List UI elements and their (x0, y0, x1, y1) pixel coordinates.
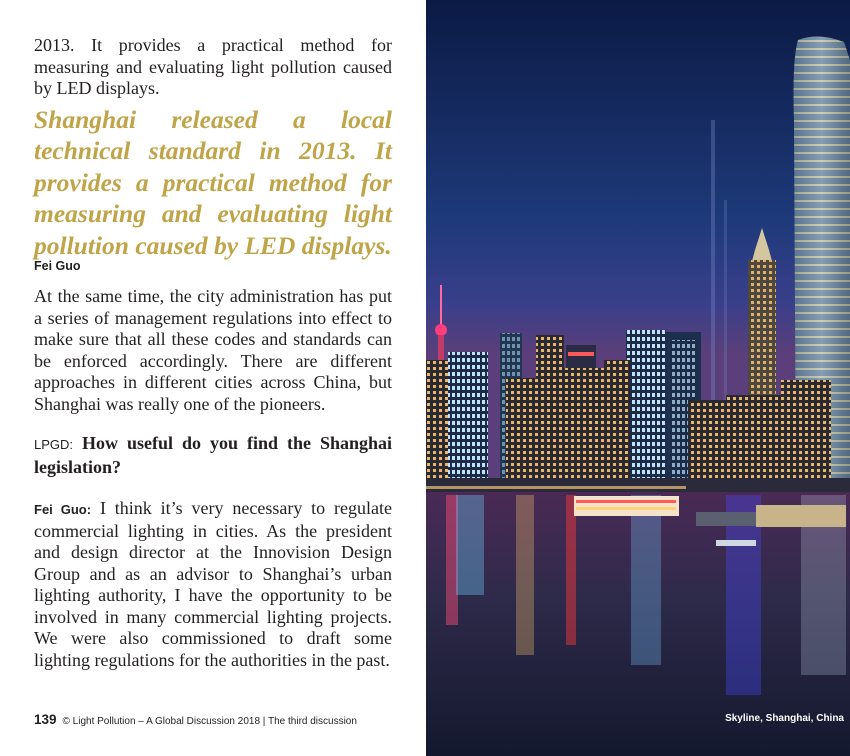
building (548, 368, 608, 488)
answer-tag: Fei Guo: (34, 502, 92, 517)
building (604, 360, 630, 490)
building (688, 400, 728, 490)
building (426, 360, 448, 480)
footer-text: © Light Pollution – A Global Discussion 2018 | The third discussion (62, 716, 357, 727)
riverbank (426, 478, 850, 492)
question-tag: LPGD: (34, 437, 74, 452)
boat (716, 540, 756, 546)
building (626, 330, 666, 490)
page-number: 139 (34, 712, 57, 727)
paragraph-2: At the same time, the city administration has put a series of management regulations into effect to make sure that all these codes and standards can be enforced accordingly. There are different approaches in different cities across China, but Shanghai was really one of the pioneers. (34, 286, 392, 414)
building (448, 352, 488, 480)
skyline-photo (426, 0, 850, 756)
question-text: How useful do you find the Shanghai legislation? (34, 433, 392, 477)
interview-answer (34, 498, 392, 671)
interview-question (34, 432, 392, 478)
ferry-boat (574, 496, 679, 516)
answer-text: I think it’s very necessary to regulate commercial lighting in cities. As the president and design director at the Innovision Design Group and as an advisor to Shanghai’s urban lighting authority, I have the opportunity to be involved in many commercial lighting projects. We were also commissioned to draft some lighting regulations for the authorities in the past. (34, 498, 392, 670)
photo-caption: Skyline, Shanghai, China (725, 713, 844, 724)
quote-attribution: Fei Guo (34, 259, 81, 273)
paragraph-1: 2013. It provides a practical method for measuring and evaluating light pollution caused by LED displays. (34, 35, 392, 98)
skyline-illustration (426, 0, 850, 756)
building (506, 378, 538, 488)
article-column (34, 35, 392, 671)
pull-quote: Shanghai released a local technical standard in 2013. It provides a practical method for measuring and evaluating light pollution caused by LED displays. (34, 104, 392, 260)
page-footer (34, 712, 357, 727)
